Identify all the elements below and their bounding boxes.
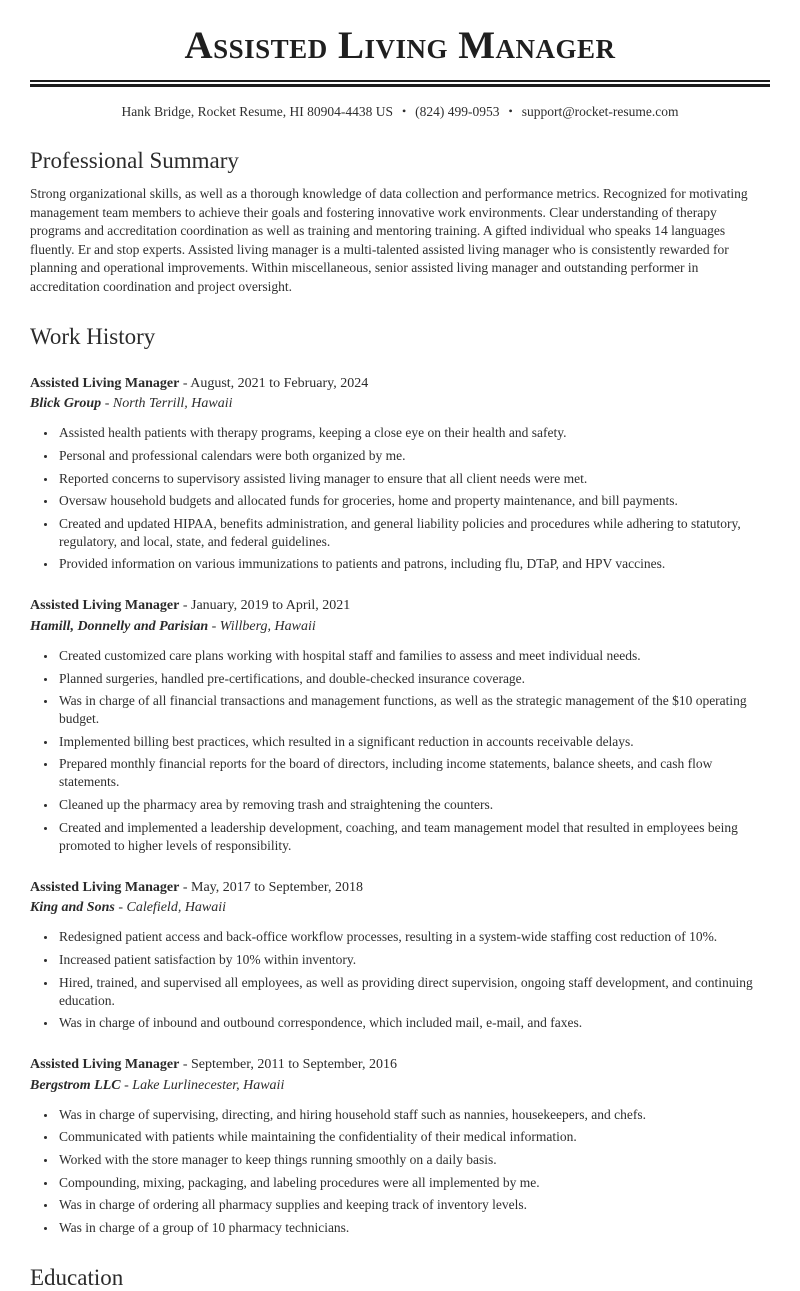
job-company: Blick Group (30, 396, 102, 412)
contact-email: support@rocket-resume.com (521, 103, 679, 119)
job-bullet: • Communicated with patients while maintaining the confidentiality of their medical information. (57, 1128, 770, 1146)
job-bullet: • Oversaw household budgets and allocated funds for groceries, home and property maintenance, and bill payments. (57, 492, 770, 510)
job-title-line (30, 1055, 770, 1075)
job-bullet: • Created and implemented a leadership development, coaching, and team management model that resulted in employees being promoted to higher levels of responsibility. (57, 819, 770, 855)
page-title: Assisted Living Manager (184, 24, 616, 67)
job-title-line (30, 596, 770, 616)
job-bullet: • Worked with the store manager to keep things running smoothly on a daily basis. (57, 1151, 770, 1169)
summary-text: Strong organizational skills, as well as a thorough knowledge of data collection and performance metrics. Recognized for motivating management team members to achieve their goals and fostering innovative work environments. Clear understanding of therapy programs and accreditation coordination as well as training and mentoring training. A gifted individual who speaks 14 languages fluently. Er and stop experts. Assisted living manager is a multi-talented assisted living manager who is consistently rewarded for planning and operational improvements. Within miscellaneous, senior assisted living manager and outstanding performer in accreditation coordination and project oversight. (30, 186, 748, 294)
job-entry (30, 878, 770, 1032)
job-dates: - September, 2011 to September, 2016 (179, 1057, 397, 1073)
job-bullet: • Hired, trained, and supervised all employees, as well as providing direct supervision, ongoing staff development, and continuing education. (57, 974, 770, 1010)
contact-separator-dot: • (401, 103, 407, 118)
section-heading-professional-summary: Professional Summary (30, 147, 239, 173)
job-bullet: • Was in charge of supervising, directing, and hiring household staff such as nannies, housekeepers, and chefs. (57, 1106, 770, 1124)
job-bullet: • Compounding, mixing, packaging, and labeling procedures were all implemented by me. (57, 1174, 770, 1192)
job-company-line (30, 617, 770, 637)
job-bullet: • Redesigned patient access and back-office workflow processes, resulting in a system-wide staffing cost reduction of 10%. (57, 928, 770, 946)
job-bullet: • Personal and professional calendars were both organized by me. (57, 447, 770, 465)
job-bullet-list (30, 1106, 770, 1237)
job-dates: - May, 2017 to September, 2018 (179, 879, 363, 895)
job-bullet: • Implemented billing best practices, which resulted in a significant reduction in accounts receivable delays. (57, 733, 770, 751)
job-bullet: • Cleaned up the pharmacy area by removing trash and straightening the counters. (57, 796, 770, 814)
job-bullet: • Provided information on various immunizations to patients and patrons, including flu, DTaP, and HPV vaccines. (57, 555, 770, 573)
job-bullet: • Prepared monthly financial reports for the board of directors, including income statements, balance sheets, and cash flow statements. (57, 755, 770, 791)
job-company: King and Sons (30, 900, 115, 916)
job-title: Assisted Living Manager (30, 879, 180, 895)
job-title-line (30, 374, 770, 394)
job-bullet: • Was in charge of all financial transactions and management functions, as well as the strategic management of the $10 operating budget. (57, 692, 770, 728)
job-company-line (30, 1076, 770, 1096)
job-company: Hamill, Donnelly and Parisian (30, 618, 209, 634)
job-location: - Willberg, Hawaii (208, 618, 316, 634)
header-divider (30, 80, 770, 87)
job-bullet-list (30, 424, 770, 573)
job-location: - Calefield, Hawaii (114, 900, 227, 916)
jobs-list (30, 374, 770, 1237)
job-bullet: • Was in charge of ordering all pharmacy supplies and keeping track of inventory levels. (57, 1196, 770, 1214)
job-bullet: • Assisted health patients with therapy programs, keeping a close eye on their health and safety. (57, 424, 770, 442)
job-location: - Lake Lurlinecester, Hawaii (120, 1077, 285, 1093)
job-bullet: • Was in charge of a group of 10 pharmacy technicians. (57, 1219, 770, 1237)
job-bullet-list (30, 928, 770, 1032)
job-title: Assisted Living Manager (30, 1057, 180, 1073)
job-title: Assisted Living Manager (30, 598, 180, 614)
job-bullet-list (30, 647, 770, 855)
job-bullet: • Created customized care plans working with hospital staff and families to assess and meet individual needs. (57, 647, 770, 665)
job-entry (30, 374, 770, 574)
section-heading-work-history: Work History (30, 324, 156, 350)
contact-address: Hank Bridge, Rocket Resume, HI 80904-4438 US (121, 103, 393, 119)
job-bullet: • Planned surgeries, handled pre-certifications, and double-checked insurance coverage. (57, 670, 770, 688)
job-company-line (30, 394, 770, 414)
job-entry (30, 1055, 770, 1237)
job-dates: - January, 2019 to April, 2021 (179, 598, 351, 614)
job-company-line (30, 898, 770, 918)
job-bullet: • Increased patient satisfaction by 10% within inventory. (57, 951, 770, 969)
job-entry (30, 596, 770, 854)
job-company: Bergstrom LLC (30, 1077, 121, 1093)
job-dates: - August, 2021 to February, 2024 (179, 375, 369, 391)
job-title: Assisted Living Manager (30, 375, 180, 391)
contact-phone: (824) 499-0953 (415, 103, 500, 119)
section-heading-education: Education (30, 1264, 124, 1290)
contact-separator-dot: • (508, 103, 513, 118)
contact-line (30, 104, 770, 120)
job-location: - North Terrill, Hawaii (101, 396, 233, 412)
job-title-line (30, 878, 770, 898)
job-bullet: • Was in charge of inbound and outbound correspondence, which included mail, e-mail, and faxes. (57, 1014, 770, 1032)
job-bullet: • Created and updated HIPAA, benefits administration, and general liability policies and procedures while adhering to statutory, regulatory, and local, state, and federal guidelines. (57, 515, 770, 551)
job-bullet: • Reported concerns to supervisory assisted living manager to ensure that all client needs were met. (57, 470, 770, 488)
